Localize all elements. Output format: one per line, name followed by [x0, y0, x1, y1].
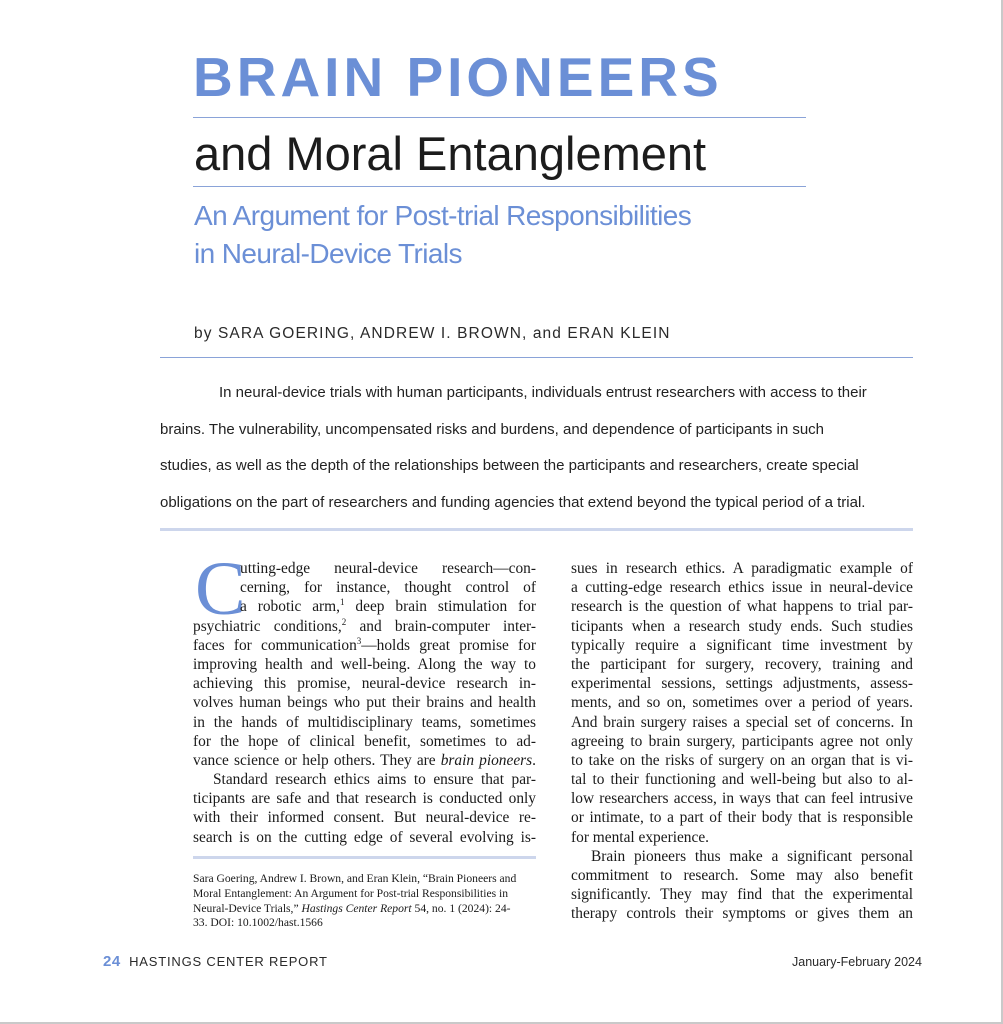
body-line: low researchers access, in ways that can feel intrusive: [571, 790, 913, 808]
body-line: commitment to research. Some may also benefit: [571, 867, 913, 884]
abstract-line: In neural-device trials with human participants, individuals entrust researchers with access to their: [219, 384, 867, 401]
footnote-ref[interactable]: 1: [340, 597, 345, 608]
body-line: research is the question of what happens to trial par-: [571, 598, 913, 616]
body-column-left: [193, 559, 536, 847]
citation-line: Moral Entanglement: An Argument for Post-trial Responsibilities in: [193, 886, 509, 900]
abstract-line: studies, as well as the depth of the relationships between the participants and researchers, create special: [160, 457, 859, 474]
footnote-ref[interactable]: 3: [356, 635, 362, 646]
body-line: a robotic arm,$^1$ deep brain stimulation for: [240, 597, 536, 616]
body-line: ticipants when a research study ends. Such studies: [571, 617, 913, 635]
title-rule: [193, 117, 806, 118]
journal-name-footer: HASTINGS CENTER REPORT: [129, 954, 328, 969]
page-number: 24: [103, 953, 121, 970]
body-line: Brain pioneers thus make a significant personal: [591, 847, 913, 865]
body-line: experimental sessions, settings adjustments, assess-: [571, 675, 913, 693]
subtitle-line-2: in Neural-Device Trials: [194, 238, 462, 269]
body-line: And brain surgery raises a special set of concerns. In: [571, 713, 913, 731]
body-line: sues in research ethics. A paradigmatic example of: [571, 560, 913, 577]
citation-line: Neural-Device Trials,” Hastings Center Report 54, no. 1 (2024): 24-: [193, 901, 511, 915]
body-line: vance science or help others. They are brain pioneers.: [193, 751, 537, 769]
drop-cap: C: [195, 547, 246, 631]
body-line: significantly. They may find that the experimental: [571, 886, 913, 904]
abstract-line: brains. The vulnerability, uncompensated risks and burdens, and dependence of participants in such: [160, 420, 825, 438]
article-title: BRAIN PIONEERS: [193, 46, 723, 108]
body-line: in the hands of multidisciplinary teams, sometimes: [193, 713, 536, 731]
body-line: Standard research ethics aims to ensure that par-: [213, 771, 536, 789]
citation-rule: [193, 856, 536, 859]
citation-block: [193, 872, 536, 931]
body-line: cerning, for instance, thought control of: [240, 579, 536, 597]
body-line: achieving this promise, neural-device research in-: [193, 675, 536, 693]
body-line: the participant for surgery, recovery, training and: [571, 655, 913, 673]
journal-name: Hastings Center Report: [301, 901, 412, 915]
body-column-right: [571, 559, 913, 924]
body-line: ments, and so on, sometimes over a period of years.: [571, 694, 913, 712]
body-line: therapy controls their symptoms or gives them an: [571, 905, 913, 923]
body-line: search is on the cutting edge of several evolving is-: [193, 828, 536, 846]
body-line: with their informed consent. But neural-device re-: [193, 809, 536, 827]
page-footer-left: [103, 953, 328, 970]
abstract-line: obligations on the part of researchers and funding agencies that extend beyond the typical period of a trial.: [160, 493, 866, 511]
body-line: improving health and well-being. Along the way to: [193, 655, 536, 673]
body-line: utting-edge neural-device research—con-: [240, 560, 536, 577]
emphasis: brain pioneers: [440, 751, 533, 769]
abstract-rule: [160, 528, 913, 531]
byline: by SARA GOERING, ANDREW I. BROWN, and ERAN KLEIN: [194, 325, 671, 342]
body-line: agreeing to brain surgery, participants agree not only: [571, 732, 913, 750]
body-line: psychiatric conditions,$^2$ and brain-computer inter-: [193, 616, 536, 635]
body-line: ticipants are safe and that research is conducted only: [193, 790, 536, 808]
subtitle-line-1: An Argument for Post-trial Responsibilities: [194, 200, 692, 231]
title-rule-lower: [193, 186, 806, 187]
abstract: [160, 375, 920, 521]
body-line: to take on the risks of surgery on an organ that is vi-: [571, 751, 913, 769]
article-subtitle: [194, 197, 814, 273]
article-title-second-line: and Moral Entanglement: [194, 127, 707, 180]
body-line: tal to their functioning and well-being but also to al-: [571, 771, 913, 789]
citation-line: Sara Goering, Andrew I. Brown, and Eran Klein, “Brain Pioneers and: [193, 872, 517, 885]
body-line: or intimate, to a part of their body that is responsible: [571, 809, 913, 827]
body-line: for mental experience.: [571, 828, 710, 846]
issue-date: January-February 2024: [792, 955, 922, 969]
body-line: typically require a significant time investment by: [571, 636, 913, 654]
byline-rule: [160, 357, 913, 358]
footnote-ref[interactable]: 2: [341, 616, 347, 627]
body-line: for the hope of clinical benefit, sometimes to ad-: [193, 732, 536, 750]
body-line: volves human beings who put their brains and health: [193, 694, 536, 712]
body-line: a cutting-edge research ethics issue in neural-device: [571, 579, 913, 597]
body-line: faces for communication$^3$—holds great promise for: [193, 635, 536, 654]
citation-line: 33. DOI: 10.1002/hast.1566: [193, 916, 323, 930]
